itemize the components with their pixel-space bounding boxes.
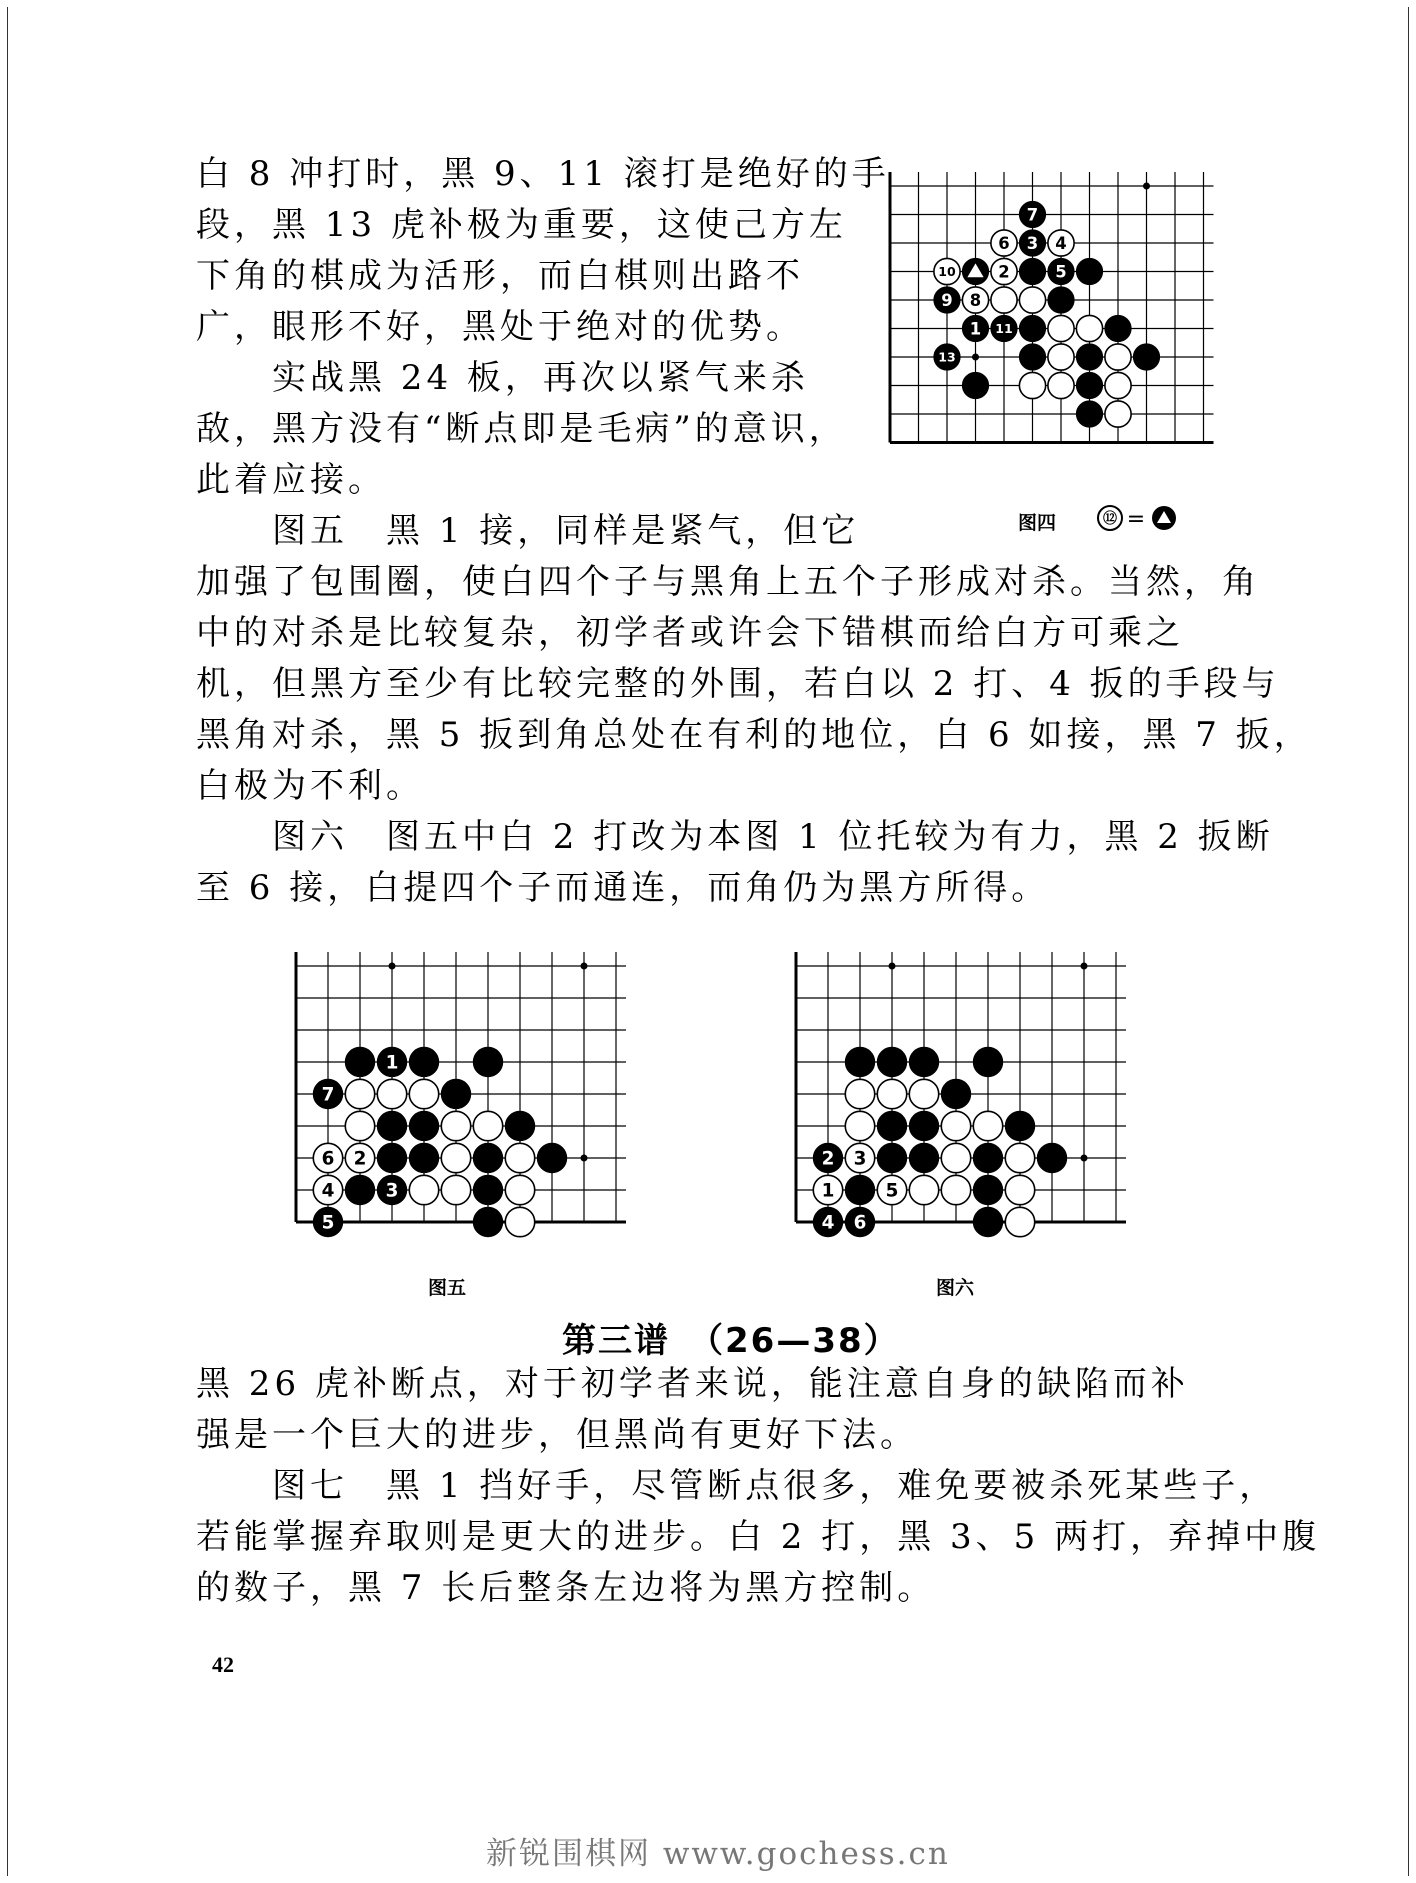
- stone-move-number: 9: [941, 290, 953, 310]
- star-point: [1143, 183, 1150, 190]
- white-stone: [909, 1079, 938, 1108]
- star-point: [389, 963, 396, 970]
- black-stone: [1019, 344, 1045, 370]
- figure-5-caption: 图五: [428, 1277, 467, 1299]
- text-line: 白极为不利。: [196, 766, 424, 806]
- page-number: 42: [212, 1652, 234, 1677]
- figure-4-caption: 图四: [1018, 512, 1057, 534]
- figure-6-caption: 图六: [936, 1277, 975, 1299]
- star-point: [581, 1155, 588, 1162]
- text-line: 图五 黑 1 接，同样是紧气，但它: [196, 511, 860, 551]
- white-stone: [941, 1175, 970, 1204]
- white-stone: [345, 1111, 374, 1140]
- paragraph-block-middle: [196, 557, 1312, 914]
- stone-move-number: 6: [998, 233, 1010, 253]
- text-line: 中的对杀是比较复杂，初学者或许会下错棋而给白方可乘之: [196, 613, 1184, 653]
- black-stone: [441, 1079, 470, 1108]
- white-stone: [1048, 372, 1074, 398]
- note-stone-label: ⑫: [1103, 511, 1117, 527]
- stone-move-number: 4: [321, 1180, 335, 1202]
- black-stone: [345, 1175, 374, 1204]
- white-stone: [505, 1175, 534, 1204]
- black-stone: [909, 1143, 938, 1172]
- footer-watermark: 新锐围棋网 www.gochess.cn: [486, 1836, 950, 1872]
- stone-move-number: 11: [995, 320, 1013, 336]
- black-stone: [505, 1111, 534, 1140]
- text-line: 至 6 接，白提四个子而通连，而角仍为黑方所得。: [196, 868, 1050, 908]
- stone-move-number: 6: [321, 1148, 335, 1170]
- black-stone: [473, 1175, 502, 1204]
- stone-move-number: 2: [821, 1148, 835, 1170]
- white-stone: [1005, 1143, 1034, 1172]
- white-stone: [941, 1143, 970, 1172]
- white-stone: [991, 287, 1017, 313]
- black-stone: [1076, 401, 1102, 427]
- white-stone: [441, 1143, 470, 1172]
- white-stone: [409, 1079, 438, 1108]
- stone-move-number: 13: [938, 349, 956, 365]
- star-point: [1081, 1155, 1088, 1162]
- white-stone: [409, 1175, 438, 1204]
- white-stone: [909, 1175, 938, 1204]
- white-stone: [505, 1207, 534, 1236]
- go-board-figure-6: [790, 952, 1140, 1260]
- white-stone: [1105, 401, 1131, 427]
- black-stone: [377, 1111, 406, 1140]
- star-point: [1081, 963, 1088, 970]
- white-stone: [973, 1111, 1002, 1140]
- stone-move-number: 1: [969, 319, 982, 339]
- white-stone: [345, 1079, 374, 1108]
- text-line: 敌，黑方没有“断点即是毛病”的意识，: [196, 409, 847, 449]
- paragraph-block-top: [196, 149, 890, 557]
- stone-move-number: 5: [1055, 262, 1067, 282]
- black-stone: [1005, 1111, 1034, 1140]
- text-line: 黑角对杀，黑 5 扳到角总处在有利的地位，白 6 如接，黑 7 扳，: [196, 715, 1312, 755]
- black-stone: [877, 1111, 906, 1140]
- text-line: 此着应接。: [196, 460, 386, 500]
- stone-move-number: 2: [353, 1148, 367, 1170]
- text-line: 强是一个巨大的进步，但黑尚有更好下法。: [196, 1415, 918, 1455]
- black-stone: [1133, 344, 1159, 370]
- text-line: 的数子，黑 7 长后整条左边将为黑方控制。: [196, 1568, 936, 1608]
- stone-move-number: 4: [1055, 233, 1067, 253]
- stone-move-number: 1: [821, 1180, 835, 1202]
- black-stone: [1076, 372, 1102, 398]
- black-stone: [1105, 315, 1131, 341]
- white-stone: [845, 1079, 874, 1108]
- stone-move-number: 8: [969, 290, 982, 310]
- white-stone: [877, 1079, 906, 1108]
- black-stone: [473, 1143, 502, 1172]
- black-stone: [973, 1175, 1002, 1204]
- text-line: 广，眼形不好，黑处于绝对的优势。: [196, 307, 804, 347]
- white-stone: [441, 1111, 470, 1140]
- white-stone: [1019, 287, 1045, 313]
- text-line: 下角的棋成为活形，而白棋则出路不: [196, 256, 804, 296]
- white-stone: [845, 1111, 874, 1140]
- white-stone: [377, 1079, 406, 1108]
- stone-move-number: 6: [853, 1212, 867, 1234]
- black-stone: [473, 1207, 502, 1236]
- text-line: 白 8 冲打时，黑 9、11 滚打是绝好的手: [196, 154, 890, 194]
- note-equals: =: [1126, 507, 1146, 532]
- text-line: 段，黑 13 虎补极为重要，这使己方左: [196, 205, 847, 245]
- black-stone: [537, 1143, 566, 1172]
- black-stone: [1048, 287, 1074, 313]
- black-stone: [1076, 258, 1102, 284]
- black-stone: [941, 1079, 970, 1108]
- text-line: 机，但黑方至少有比较完整的外围，若白以 2 打、4 扳的手段与: [196, 664, 1280, 704]
- stone-move-number: 7: [1026, 205, 1039, 225]
- text-line: 黑 26 虎补断点，对于初学者来说，能注意自身的缺陷而补: [196, 1364, 1189, 1404]
- text-line: 加强了包围圈，使白四个子与黑角上五个子形成对杀。当然，角: [196, 562, 1260, 602]
- white-stone: [941, 1111, 970, 1140]
- stone-move-number: 3: [1026, 233, 1039, 253]
- go-board-figure-4: [880, 168, 1240, 480]
- white-stone: [1076, 315, 1102, 341]
- star-point: [581, 963, 588, 970]
- black-stone: [962, 372, 988, 398]
- stone-move-number: 7: [321, 1084, 335, 1106]
- stone-move-number: 5: [321, 1212, 335, 1234]
- black-stone: [377, 1143, 406, 1172]
- black-stone: [973, 1047, 1002, 1076]
- stone-move-number: 1: [385, 1052, 399, 1074]
- black-stone: [877, 1143, 906, 1172]
- black-stone: [909, 1111, 938, 1140]
- black-stone: [1076, 344, 1102, 370]
- black-stone: [409, 1047, 438, 1076]
- black-stone: [877, 1047, 906, 1076]
- white-stone: [1048, 315, 1074, 341]
- paragraph-block-bottom: [196, 1359, 1320, 1614]
- white-stone: [505, 1143, 534, 1172]
- black-stone: [1019, 315, 1045, 341]
- stone-move-number: 3: [385, 1180, 399, 1202]
- black-stone: [845, 1047, 874, 1076]
- black-stone: [409, 1143, 438, 1172]
- white-stone: [1005, 1207, 1034, 1236]
- black-stone: [909, 1047, 938, 1076]
- stone-move-number: 5: [885, 1180, 899, 1202]
- white-stone: [473, 1111, 502, 1140]
- white-stone: [1019, 372, 1045, 398]
- stone-move-number: 3: [853, 1148, 867, 1170]
- black-stone: [973, 1143, 1002, 1172]
- white-stone: [1048, 344, 1074, 370]
- go-board-figure-5: [290, 952, 640, 1260]
- star-point: [889, 963, 896, 970]
- star-point: [972, 354, 979, 361]
- text-line: 图六 图五中白 2 打改为本图 1 位托较为有力，黑 2 扳断: [196, 817, 1274, 857]
- black-stone: [345, 1047, 374, 1076]
- black-stone: [973, 1207, 1002, 1236]
- white-stone: [1005, 1175, 1034, 1204]
- figure-4-note: [1096, 502, 1186, 534]
- black-stone: [473, 1047, 502, 1076]
- black-stone: [1019, 258, 1045, 284]
- black-stone: [409, 1111, 438, 1140]
- text-line: 图七 黑 1 挡好手，尽管断点很多，难免要被杀死某些子，: [196, 1466, 1278, 1506]
- stone-move-number: 2: [998, 262, 1010, 282]
- stone-move-number: 10: [938, 263, 956, 279]
- text-line: 若能掌握弃取则是更大的进步。白 2 打，黑 3、5 两打，弃掉中腹: [196, 1517, 1321, 1557]
- white-stone: [441, 1175, 470, 1204]
- section-heading: 第三谱 （26—38）: [562, 1321, 900, 1361]
- white-stone: [1105, 344, 1131, 370]
- stone-move-number: 4: [821, 1212, 835, 1234]
- white-stone: [1105, 372, 1131, 398]
- black-stone: [845, 1175, 874, 1204]
- text-line: 实战黑 24 板，再次以紧气来杀: [196, 358, 809, 398]
- black-stone: [1037, 1143, 1066, 1172]
